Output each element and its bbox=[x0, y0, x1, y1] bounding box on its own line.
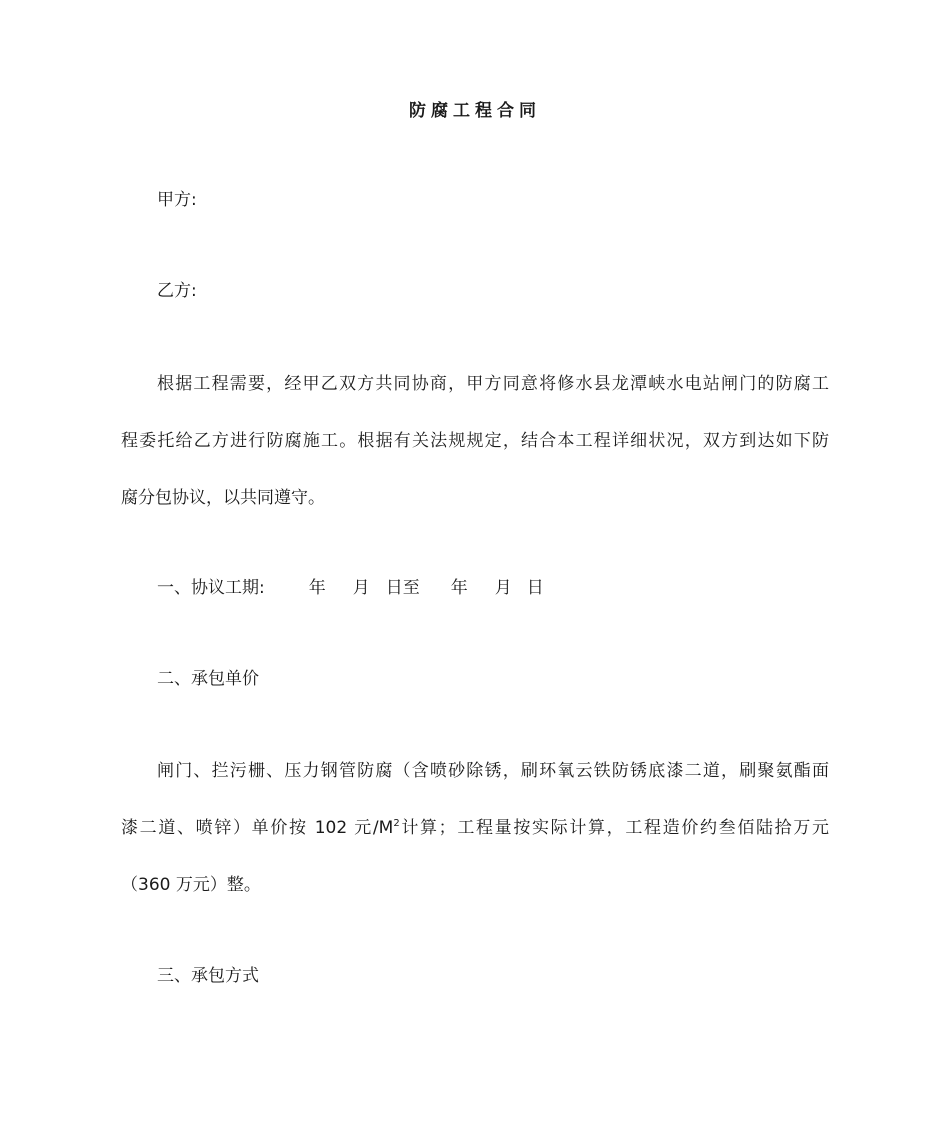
unit-price-line-1: 闸门、拦污栅、压力钢管防腐（含喷砂除锈，刷环氧云铁防锈底漆二道，刷聚氨酯面 bbox=[157, 761, 829, 781]
section-2-heading: 二、承包单价 bbox=[157, 669, 259, 689]
term-month-1: 月 bbox=[352, 578, 370, 598]
unit-price-line-2 bbox=[121, 816, 829, 840]
section-1-term bbox=[157, 576, 544, 600]
unit-price-text: 漆二道、喷锌）单价按 102 元/M bbox=[121, 818, 394, 838]
document-title: 防腐工程合同 bbox=[409, 101, 541, 121]
term-day-to: 日至 bbox=[385, 578, 420, 598]
unit-price-line-3: （360 万元）整。 bbox=[121, 875, 261, 895]
term-year-1: 年 bbox=[308, 578, 326, 598]
term-year-2: 年 bbox=[450, 578, 468, 598]
square-superscript: 2 bbox=[393, 818, 400, 829]
intro-line-3: 腐分包协议，以共同遵守。 bbox=[121, 488, 325, 508]
intro-line-1: 根据工程需要，经甲乙双方共同协商，甲方同意将修水县龙潭峡水电站闸门的防腐工 bbox=[157, 374, 829, 394]
party-a-label: 甲方: bbox=[157, 190, 197, 210]
term-day-2: 日 bbox=[526, 578, 544, 598]
party-b-label: 乙方: bbox=[157, 281, 197, 301]
term-label: 一、协议工期: bbox=[157, 578, 265, 598]
intro-line-2: 程委托给乙方进行防腐施工。根据有关法规规定，结合本工程详细状况，双方到达如下防 bbox=[121, 431, 829, 451]
cost-text: 计算；工程量按实际计算，工程造价约叁佰陆拾万元 bbox=[399, 818, 829, 838]
section-3-heading: 三、承包方式 bbox=[157, 966, 259, 986]
term-month-2: 月 bbox=[494, 578, 512, 598]
